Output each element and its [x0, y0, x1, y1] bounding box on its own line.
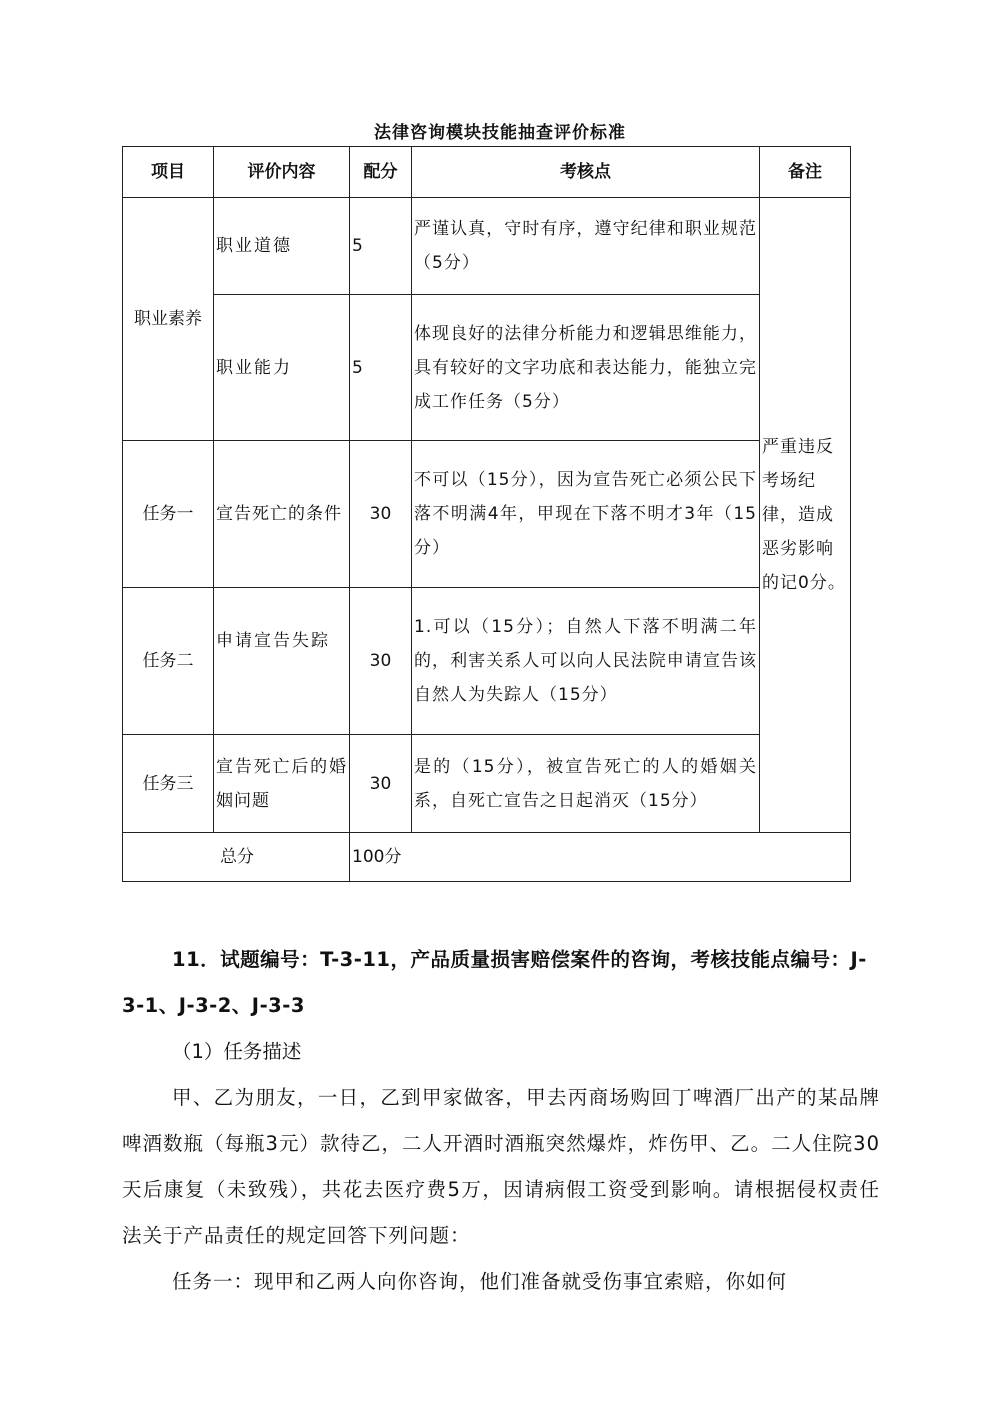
- row-criteria: 不可以（15分），因为宣告死亡必须公民下落不明满4年，甲现在下落不明才3年（15分）: [412, 441, 760, 588]
- row-criteria: 是的（15分），被宣告死亡的人的婚姻关系，自死亡宣告之日起消灭（15分）: [412, 735, 760, 833]
- task-description-heading: （1）任务描述: [172, 1040, 302, 1063]
- row-score: 5: [350, 198, 412, 295]
- row-content: 申请宣告失踪: [214, 588, 350, 735]
- header-item: 项目: [123, 147, 214, 198]
- total-value: 100分: [350, 833, 851, 882]
- table-row: [123, 735, 851, 833]
- case-description: [122, 1075, 880, 1305]
- row-content: 职业能力: [214, 295, 350, 441]
- case-paragraph: 甲、乙为朋友，一日，乙到甲家做客，甲去丙商场购回丁啤酒厂出产的某品牌啤酒数瓶（每瓶3元）款待乙，二人开酒时酒瓶突然爆炸，炸伤甲、乙。二人住院30天后康复（未致残），共花去医疗费5万，因请病假工资受到影响。请根据侵权责任法关于产品责任的规定回答下列问题：: [122, 1086, 880, 1247]
- table-row: [123, 295, 851, 441]
- header-criteria: 考核点: [412, 147, 760, 198]
- table-row: [123, 588, 851, 735]
- row-content: 宣告死亡后的婚姻问题: [214, 735, 350, 833]
- row-item: 任务一: [123, 441, 214, 588]
- page-title: 法律咨询模块技能抽查评价标准: [374, 123, 626, 143]
- section-11-heading: 11．试题编号：T-3-11，产品质量损害赔偿案件的咨询，考核技能点编号：J-3-1、J-3-2、J-3-3: [122, 948, 867, 1017]
- header-note: 备注: [760, 147, 851, 198]
- row-criteria: 体现良好的法律分析能力和逻辑思维能力，具有较好的文字功底和表达能力，能独立完成工作任务（5分）: [412, 295, 760, 441]
- task-one-line: 任务一：现甲和乙两人向你咨询，他们准备就受伤事宜索赔，你如何: [172, 1270, 788, 1293]
- group-label: 职业素养: [123, 198, 214, 441]
- note-cell: 严重违反考场纪律，造成恶劣影响的记0分。: [760, 198, 851, 833]
- row-content: 宣告死亡的条件: [214, 441, 350, 588]
- row-criteria: 1.可以（15分）；自然人下落不明满二年的，利害关系人可以向人民法院申请宣告该自然人为失踪人（15分）: [412, 588, 760, 735]
- total-row: [123, 833, 851, 882]
- row-score: 30: [350, 441, 412, 588]
- header-content: 评价内容: [214, 147, 350, 198]
- table-header-row: [123, 147, 851, 198]
- table-row: [123, 441, 851, 588]
- row-content: 职业道德: [214, 198, 350, 295]
- table-row: [123, 198, 851, 295]
- evaluation-table: [122, 146, 851, 882]
- row-score: 30: [350, 588, 412, 735]
- total-label: 总分: [123, 833, 350, 882]
- header-score: 配分: [350, 147, 412, 198]
- row-criteria: 严谨认真，守时有序，遵守纪律和职业规范（5分）: [412, 198, 760, 295]
- row-item: 任务三: [123, 735, 214, 833]
- row-score: 5: [350, 295, 412, 441]
- row-item: 任务二: [123, 588, 214, 735]
- row-score: 30: [350, 735, 412, 833]
